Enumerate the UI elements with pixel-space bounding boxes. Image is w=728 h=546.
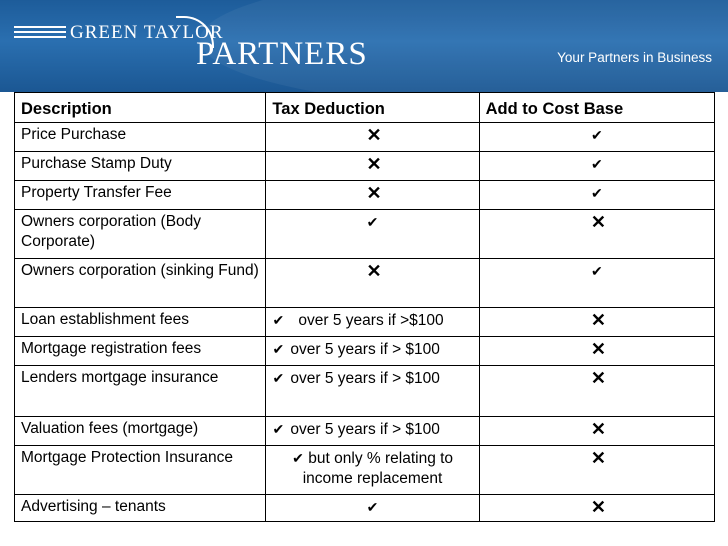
cost-base-cell [479, 210, 714, 259]
table-row [15, 181, 715, 210]
column-header-cost-base: Add to Cost Base [479, 93, 714, 123]
row-description: Valuation fees (mortgage) [15, 417, 266, 446]
check-icon: ✔ [590, 263, 603, 279]
cost-base-cell [479, 417, 714, 446]
table-row [15, 366, 715, 417]
check-icon: ✔ [272, 370, 285, 386]
row-description: Lenders mortgage insurance [15, 366, 266, 417]
logo-top-text: GREEN TAYLOR [70, 22, 224, 43]
cost-base-cell [479, 259, 714, 308]
cross-icon: ✕ [366, 154, 382, 174]
row-description: Purchase Stamp Duty [15, 152, 266, 181]
table-row [15, 259, 715, 308]
row-description: Mortgage registration fees [15, 337, 266, 366]
cross-icon: ✕ [366, 261, 382, 281]
header-banner [0, 0, 728, 92]
row-description: Loan establishment fees [15, 308, 266, 337]
table-row [15, 446, 715, 495]
cross-icon: ✕ [590, 368, 606, 388]
table-header-row [15, 93, 715, 123]
tax-deduction-note: over 5 years if > $100 [290, 421, 440, 438]
cost-base-cell [479, 366, 714, 417]
tax-deduction-cell [266, 495, 479, 522]
table-row [15, 210, 715, 259]
cost-base-cell [479, 123, 714, 152]
check-icon: ✔ [590, 127, 603, 143]
table-row [15, 123, 715, 152]
cross-icon: ✕ [590, 339, 606, 359]
check-icon: ✔ [590, 156, 603, 172]
check-icon: ✔ [272, 341, 285, 357]
logo-main-text: PARTNERS [196, 36, 368, 72]
cost-table [14, 92, 715, 522]
tax-deduction-note: but only % relating to income replacement [302, 450, 454, 487]
tax-deduction-cell [266, 259, 479, 308]
tax-deduction-cell [266, 152, 479, 181]
tax-deduction-note: over 5 years if >$100 [298, 312, 444, 329]
column-header-description: Description [15, 93, 266, 123]
check-icon: ✔ [366, 499, 379, 515]
check-icon: ✔ [590, 185, 603, 201]
cross-icon: ✕ [590, 212, 606, 232]
tax-deduction-note: over 5 years if > $100 [290, 370, 440, 387]
tax-deduction-cell [266, 417, 479, 446]
row-description: Price Purchase [15, 123, 266, 152]
row-description: Mortgage Protection Insurance [15, 446, 266, 495]
row-description: Owners corporation (Body Corporate) [15, 210, 266, 259]
row-description: Owners corporation (sinking Fund) [15, 259, 266, 308]
table-row [15, 495, 715, 522]
cross-icon: ✕ [366, 183, 382, 203]
tagline: Your Partners in Business [557, 50, 712, 65]
tax-deduction-cell [266, 366, 479, 417]
cost-base-cell [479, 337, 714, 366]
table-row [15, 308, 715, 337]
tax-deduction-cell [266, 337, 479, 366]
check-icon: ✔ [272, 421, 285, 437]
tax-deduction-cell [266, 308, 479, 337]
tax-deduction-cell [266, 181, 479, 210]
cross-icon: ✕ [590, 419, 606, 439]
tax-deduction-note: over 5 years if > $100 [290, 341, 440, 358]
tax-deduction-cell [266, 210, 479, 259]
cost-base-cell [479, 152, 714, 181]
column-header-tax-deduction: Tax Deduction [266, 93, 479, 123]
cross-icon: ✕ [590, 497, 606, 517]
tax-deduction-cell [266, 123, 479, 152]
check-icon: ✔ [272, 312, 285, 328]
row-description: Property Transfer Fee [15, 181, 266, 210]
tax-deduction-cell [266, 446, 479, 495]
check-icon: ✔ [366, 214, 379, 230]
table-row [15, 152, 715, 181]
logo-lines-icon [14, 26, 66, 41]
cross-icon: ✕ [366, 125, 382, 145]
cost-base-cell [479, 308, 714, 337]
cost-base-cell [479, 181, 714, 210]
table-row [15, 337, 715, 366]
check-icon: ✔ [292, 450, 304, 466]
row-description: Advertising – tenants [15, 495, 266, 522]
table-row [15, 417, 715, 446]
cross-icon: ✕ [590, 310, 606, 330]
cost-base-cell [479, 495, 714, 522]
cross-icon: ✕ [590, 448, 606, 468]
cost-base-cell [479, 446, 714, 495]
